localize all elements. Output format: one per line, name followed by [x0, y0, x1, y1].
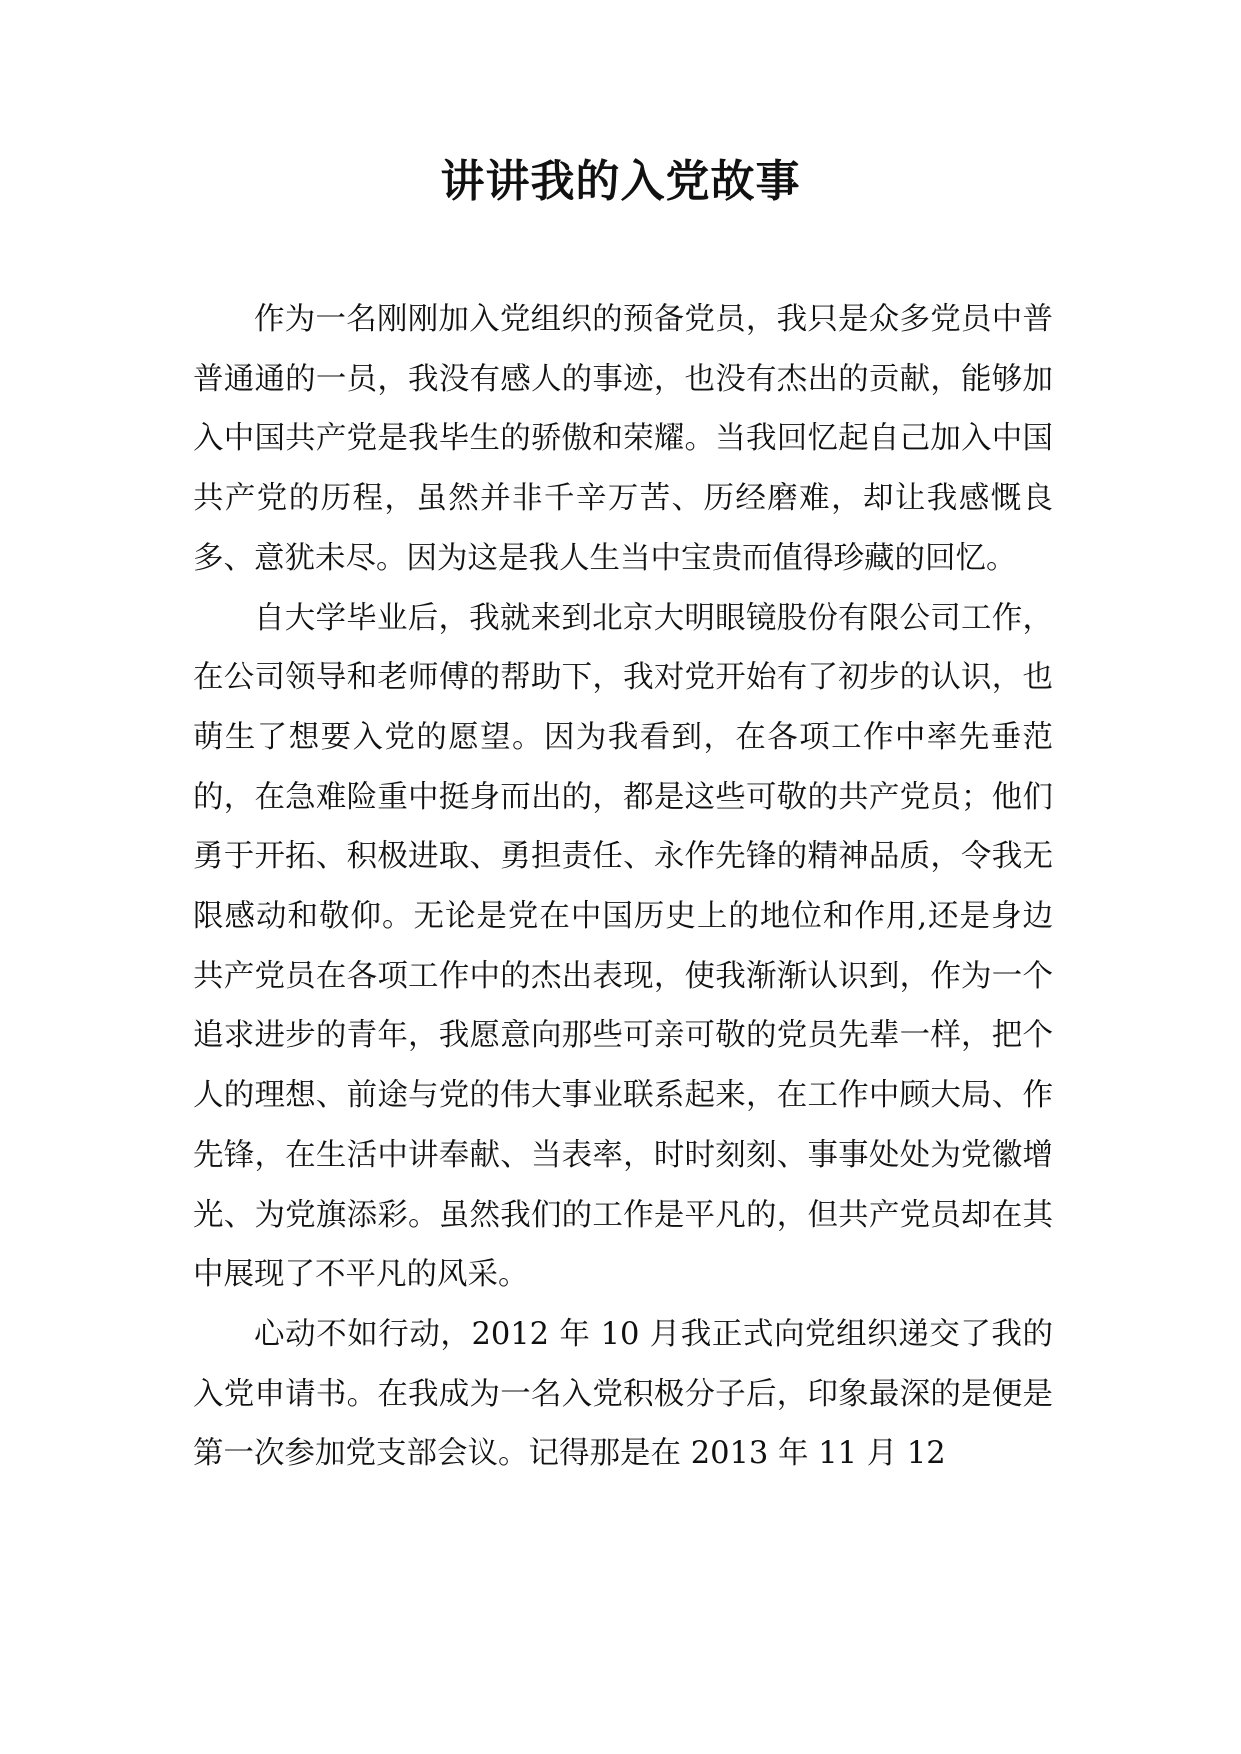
document-body — [193, 290, 1053, 1484]
document-title: 讲讲我的入党故事 — [440, 156, 801, 207]
paragraph-3: 心动不如行动，2012 年 10 月我正式向党组织递交了我的入党申请书。在我成为一名入党积极分子后，印象最深的是便是第一次参加党支部会议。记得那是在 2013 年 11 月 12 — [193, 1316, 1053, 1472]
paragraph-1: 作为一名刚刚加入党组织的预备党员，我只是众多党员中普普通通的一员，我没有感人的事迹，也没有杰出的贡献，能够加入中国共产党是我毕生的骄傲和荣耀。当我回忆起自己加入中国共产党的历程，虽然并非千辛万苦、历经磨难，却让我感慨良多、意犹未尽。因为这是我人生当中宝贵而值得珍藏的回忆。 — [193, 302, 1053, 576]
paragraph-2: 自大学毕业后，我就来到北京大明眼镜股份有限公司工作，在公司领导和老师傅的帮助下，我对党开始有了初步的认识，也萌生了想要入党的愿望。因为我看到，在各项工作中率先垂范的，在急难险重中挺身而出的，都是这些可敬的共产党员；他们勇于开拓、积极进取、勇担责任、永作先锋的精神品质，令我无限感动和敬仰。无论是党在中国历史上的地位和作用,还是身边共产党员在各项工作中的杰出表现，使我渐渐认识到，作为一个追求进步的青年，我愿意向那些可亲可敬的党员先辈一样，把个人的理想、前途与党的伟大事业联系起来，在工作中顾大局、作先锋，在生活中讲奉献、当表率，时时刻刻、事事处处为党徽增光、为党旗添彩。虽然我们的工作是平凡的，但共产党员却在其中展现了不平凡的风采。 — [193, 600, 1053, 1293]
